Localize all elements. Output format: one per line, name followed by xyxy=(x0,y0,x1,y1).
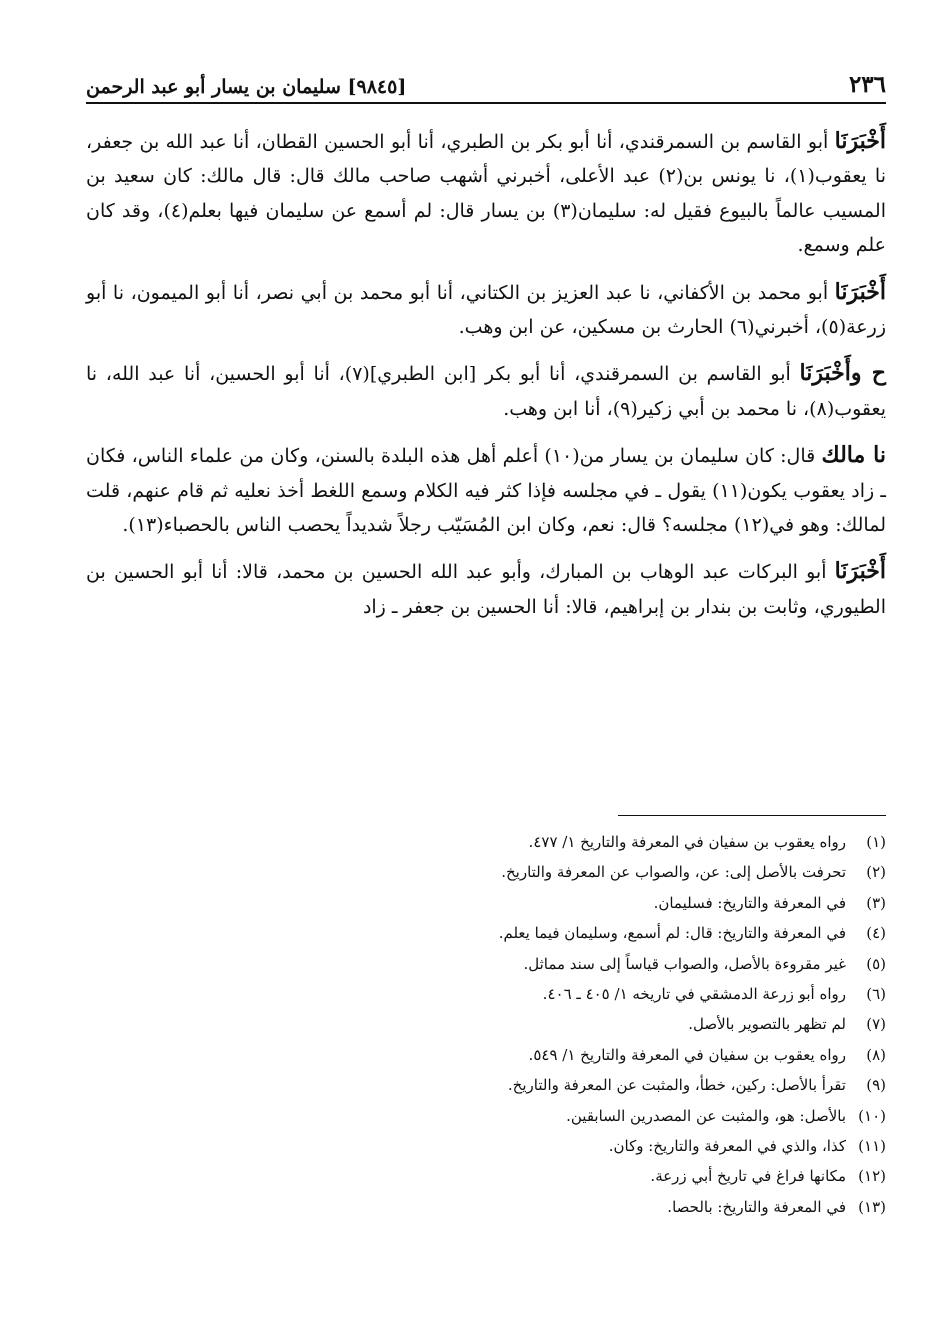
footnote xyxy=(86,888,886,918)
paragraph xyxy=(86,438,886,542)
footnote-number: (٤) xyxy=(866,924,886,943)
running-title: [٩٨٤٥] سليمان بن يسار أبو عبد الرحمن xyxy=(86,76,407,98)
paragraph xyxy=(86,554,886,624)
footnote xyxy=(86,918,886,948)
footnote-text: مكانها فراغ في تاريخ أبي زرعة. xyxy=(650,1167,846,1186)
footnote-text: رواه يعقوب بن سفيان في المعرفة والتاريخ ١/ ٤٧٧. xyxy=(528,833,846,851)
paragraph-keyword: أَخْبَرَنَا xyxy=(834,558,886,585)
main-text xyxy=(86,124,886,636)
footnote-text: لم تظهر بالتصوير بالأصل. xyxy=(688,1015,846,1034)
footnote-number: (٥) xyxy=(866,954,886,973)
footnote xyxy=(86,1070,886,1100)
page-header xyxy=(86,58,886,98)
footnotes xyxy=(86,827,886,1222)
footnote-number: (١٠) xyxy=(858,1106,886,1125)
footnote-divider xyxy=(618,815,886,816)
footnote-number: (٣) xyxy=(866,893,886,912)
header-divider xyxy=(86,102,886,104)
footnote-number: (١) xyxy=(866,833,886,851)
footnote-text: رواه أبو زرعة الدمشقي في تاريخه ١/ ٤٠٥ ـ ٤٠٦. xyxy=(542,985,846,1004)
footnote xyxy=(86,1101,886,1131)
footnote-text: في المعرفة والتاريخ: فسليمان. xyxy=(653,893,846,912)
paragraph xyxy=(86,124,886,263)
footnote-text: تقرأ بالأصل: ركين، خطأ، والمثبت عن المعرفة والتاريخ. xyxy=(507,1076,846,1095)
footnote-text: تحرفت بالأصل إلى: عن، والصواب عن المعرفة والتاريخ. xyxy=(501,863,846,882)
page-number: ٢٣٦ xyxy=(848,71,886,98)
paragraph-text: أبو القاسم بن السمرقندي، أنا أبو بكر بن الطبري، أنا أبو الحسين القطان، أنا عبد الله بن جعفر، نا يعقوب(١)، نا يونس بن(٢) عبد الأعلى، أخبرني أشهب صاحب مالك قال: قال مالك: كان سعيد بن المسيب عالماً بالبيوع فقيل له: سليمان(٣) بن يسار قال: لم أسمع عن سليمان فيها بعلم(٤)، وقد كان علم وسمع. xyxy=(86,131,887,257)
footnote xyxy=(86,1040,886,1070)
paragraph-keyword: ح وأَخْبَرَنَا xyxy=(799,360,886,387)
footnote-number: (٧) xyxy=(866,1015,886,1034)
footnote-text: بالأصل: هو، والمثبت عن المصدرين السابقين. xyxy=(566,1106,846,1125)
footnote-text: كذا، والذي في المعرفة والتاريخ: وكان. xyxy=(608,1137,846,1156)
paragraph-text: قال: كان سليمان بن يسار من(١٠) أعلم أهل هذه البلدة بالسنن، وكان من علماء الناس، فكان ـ زاد يعقوب يكون(١١) يقول ـ في مجلسه فإذا كثر فيه الكلام وسمع اللغط أخذ نعليه ثم قام عنهم، قلت لمالك: وهو في(١٢) مجلسه؟ قال: نعم، وكان ابن المُسَيّب رجلاً شديداً يحصب الناس بالحصباء(١٣). xyxy=(86,445,886,537)
paragraph-text: أبو محمد بن الأكفاني، نا عبد العزيز بن الكتاني، أنا أبو محمد بن أبي نصر، أنا أبو الميمون، نا أبو زرعة(٥)، أخبرني(٦) الحارث بن مسكين، عن ابن وهب. xyxy=(86,281,886,339)
footnote-text: في المعرفة والتاريخ: بالحصا. xyxy=(667,1197,846,1216)
footnote-text: رواه يعقوب بن سفيان في المعرفة والتاريخ ١/ ٥٤٩. xyxy=(528,1045,846,1064)
footnote-text: غير مقروءة بالأصل، والصواب قياساً إلى سند مماثل. xyxy=(523,954,846,973)
footnote xyxy=(86,1161,886,1191)
footnote-number: (١١) xyxy=(858,1137,886,1156)
footnote-number: (١٢) xyxy=(858,1167,886,1186)
paragraph xyxy=(86,275,886,345)
footnote-number: (٦) xyxy=(866,985,886,1004)
footnote-number: (٩) xyxy=(866,1076,886,1095)
footnote-number: (١٣) xyxy=(858,1197,886,1216)
paragraph-text: أبو البركات عبد الوهاب بن المبارك، وأبو عبد الله الحسين بن محمد، قالا: أنا أبو الحسين بن الطيوري، وثابت بن بندار بن إبراهيم، قالا: أنا الحسين بن جعفر ـ زاد xyxy=(86,561,886,618)
footnote xyxy=(86,1009,886,1039)
footnote-text: في المعرفة والتاريخ: قال: لم أسمع، وسليمان فيما يعلم. xyxy=(498,924,846,943)
footnote-number: (٨) xyxy=(866,1045,886,1064)
footnote xyxy=(86,827,886,857)
footnote-number: (٢) xyxy=(866,863,886,882)
footnote xyxy=(86,857,886,887)
footnote xyxy=(86,1192,886,1222)
paragraph-keyword: أَخْبَرَنَا xyxy=(834,278,886,305)
footnote xyxy=(86,979,886,1009)
paragraph xyxy=(86,356,886,426)
paragraph-text: أبو القاسم بن السمرقندي، أنا أبو بكر [ابن الطبري](٧)، أنا أبو الحسين، أنا عبد الله، نا يعقوب(٨)، نا محمد بن أبي زكير(٩)، أنا ابن وهب. xyxy=(86,363,886,420)
paragraph-keyword: أَخْبَرَنَا xyxy=(834,128,886,154)
paragraph-keyword: نا مالك xyxy=(821,442,886,469)
footnote xyxy=(86,1131,886,1161)
footnote xyxy=(86,949,886,979)
